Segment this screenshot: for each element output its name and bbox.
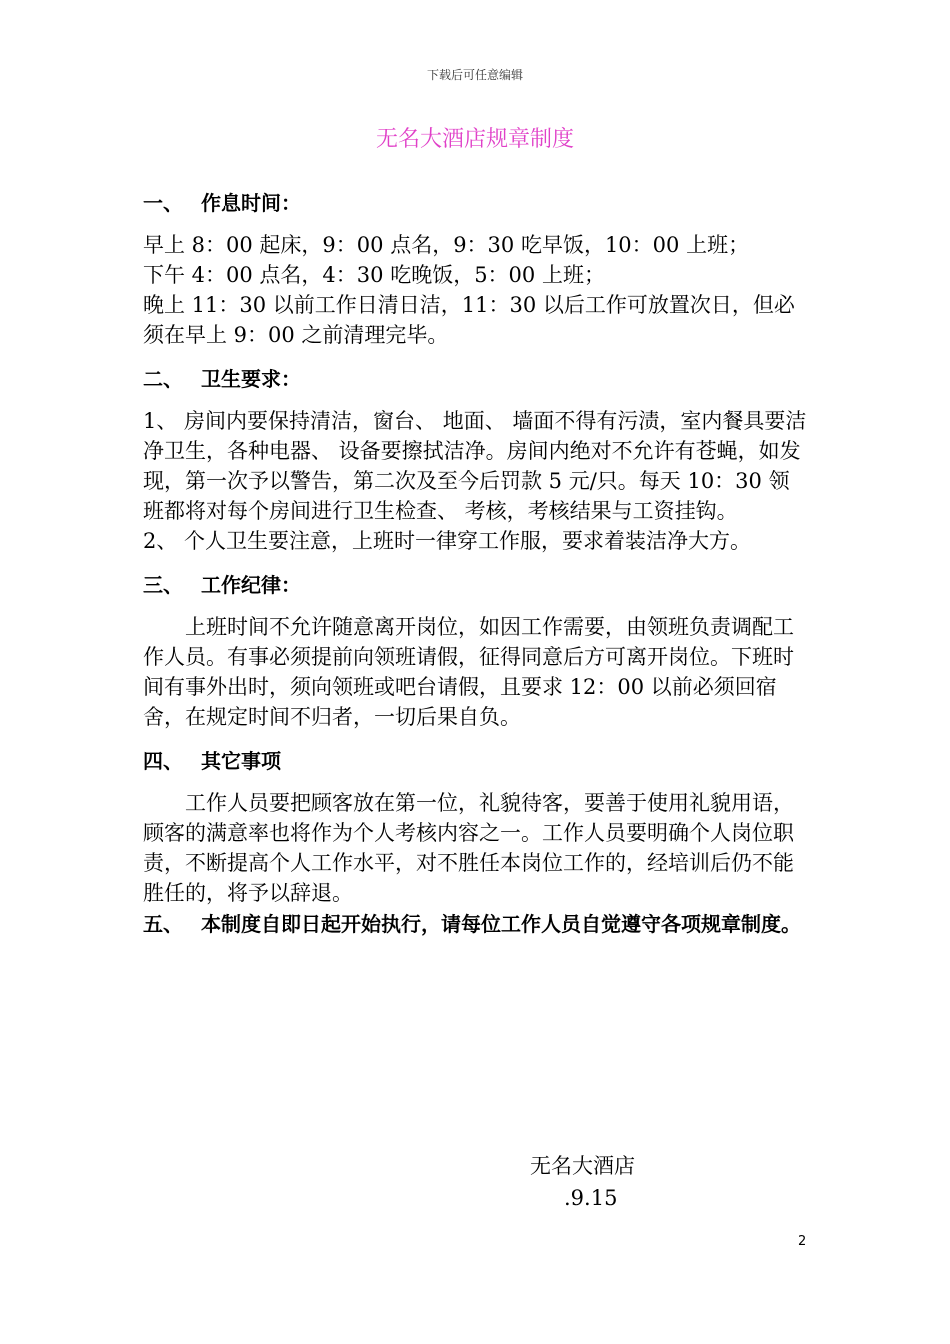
section-body-2 (143, 406, 808, 556)
section-number: 一、 (143, 191, 183, 215)
section-body-4 (143, 788, 808, 908)
section-number: 五、 (143, 912, 183, 936)
page-number: 2 (798, 1234, 807, 1249)
document-body (143, 188, 808, 940)
signature-block (530, 1150, 635, 1214)
section-title: 工作纪律： (201, 573, 301, 597)
section-body-3 (143, 612, 808, 732)
section-body-1 (143, 230, 808, 350)
section-number: 三、 (143, 573, 183, 597)
section-heading-1 (143, 188, 808, 218)
paragraph: 1、 房间内要保持清洁，窗台、 地面、 墙面不得有污渍，室内餐具要洁净卫生，各种电器、 设备要擦拭洁净。房间内绝对不允许有苍蝇，如发现，第一次予以警告，第二次及至今后罚款 5 元/只。每天 10：30 领班都将对每个房间进行卫生检查、 考核，考核结果与工资挂钩。 (143, 409, 807, 523)
section-number: 二、 (143, 367, 183, 391)
document-title: 无名大酒店规章制度 (375, 127, 574, 152)
paragraph: 2、 个人卫生要注意，上班时一律穿工作服，要求着装洁净大方。 (143, 529, 752, 553)
section-heading-3 (143, 570, 808, 600)
final-note-text: 本制度自即日起开始执行，请每位工作人员自觉遵守各项规章制度。 (201, 912, 801, 936)
final-note (143, 908, 808, 940)
section-number: 四、 (143, 749, 183, 773)
paragraph: 上班时间不允许随意离开岗位，如因工作需要，由领班负责调配工作人员。有事必须提前向领班请假，征得同意后方可离开岗位。下班时间有事外出时，须向领班或吧台请假，且要求 12：00 以前必须回宿舍，在规定时间不归者，一切后果自负。 (143, 615, 794, 729)
header-note: 下载后可任意编辑 (426, 68, 523, 82)
section-heading-4 (143, 746, 808, 776)
paragraph: 下午 4：00 点名，4：30 吃晚饭，5：00 上班； (143, 263, 605, 287)
paragraph: 工作人员要把顾客放在第一位，礼貌待客，要善于使用礼貌用语，顾客的满意率也将作为个人考核内容之一。工作人员要明确个人岗位职责，不断提高个人工作水平，对不胜任本岗位工作的，经培训后仍不能胜任的，将予以辞退。 (143, 791, 794, 905)
section-title: 卫生要求： (201, 367, 301, 391)
paragraph: 早上 8：00 起床，9：00 点名，9：30 吃早饭，10：00 上班； (143, 233, 750, 257)
section-title: 其它事项 (201, 749, 281, 773)
paragraph: 晚上 11：30 以前工作日清日洁，11：30 以后工作可放置次日，但必须在早上 9：00 之前清理完毕。 (143, 293, 795, 347)
section-title: 作息时间： (201, 191, 301, 215)
signature-org: 无名大酒店 (530, 1154, 635, 1178)
section-heading-2 (143, 364, 808, 394)
signature-date: .9.15 (564, 1186, 618, 1210)
